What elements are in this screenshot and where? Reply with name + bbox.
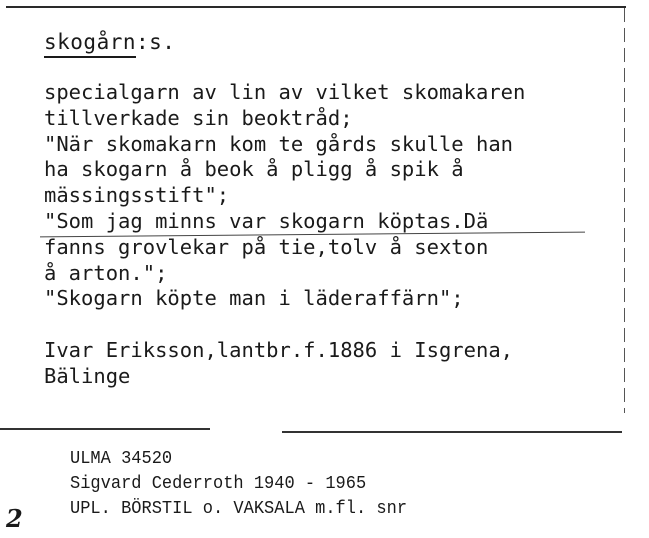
- entry-line: "När skomakarn kom te gårds skulle han: [44, 131, 513, 156]
- headword-line: [44, 30, 175, 54]
- divider-line-left: [0, 428, 210, 430]
- source-parishes: UPL. BÖRSTIL o. VAKSALA m.fl. snr: [70, 498, 408, 519]
- entry-line: "Som jag minns var skogarn köptas.Dä: [44, 208, 489, 233]
- headword: skogårn: [44, 30, 136, 58]
- informant-line: Bälinge: [44, 363, 131, 388]
- source-block: [70, 446, 407, 521]
- entry-line: fanns grovlekar på tie,tolv å sexton: [44, 234, 489, 259]
- card-top-border: [6, 6, 626, 8]
- headword-suffix: :s.: [136, 30, 176, 54]
- entry-line: å arton.";: [44, 260, 168, 285]
- card-number: 2: [6, 504, 23, 533]
- entry-line: mässingsstift";: [44, 183, 230, 208]
- source-collector: Sigvard Cederroth 1940 - 1965: [70, 473, 367, 494]
- divider-line-right: [282, 431, 622, 433]
- source-archive-id: ULMA 34520: [70, 448, 173, 469]
- entry-gap: [44, 312, 525, 338]
- entry-line: "Skogarn köpte man i läderaffärn";: [44, 286, 464, 311]
- entry-line: ha skogarn å beok å pligg å spik å: [44, 157, 464, 182]
- entry-line: specialgarn av lin av vilket skomakaren: [44, 80, 526, 104]
- card-right-border: [624, 8, 625, 413]
- entry-line: tillverkade sin beoktråd;: [44, 105, 353, 130]
- informant-line: Ivar Eriksson,lantbr.f.1886 i Isgrena,: [44, 338, 513, 363]
